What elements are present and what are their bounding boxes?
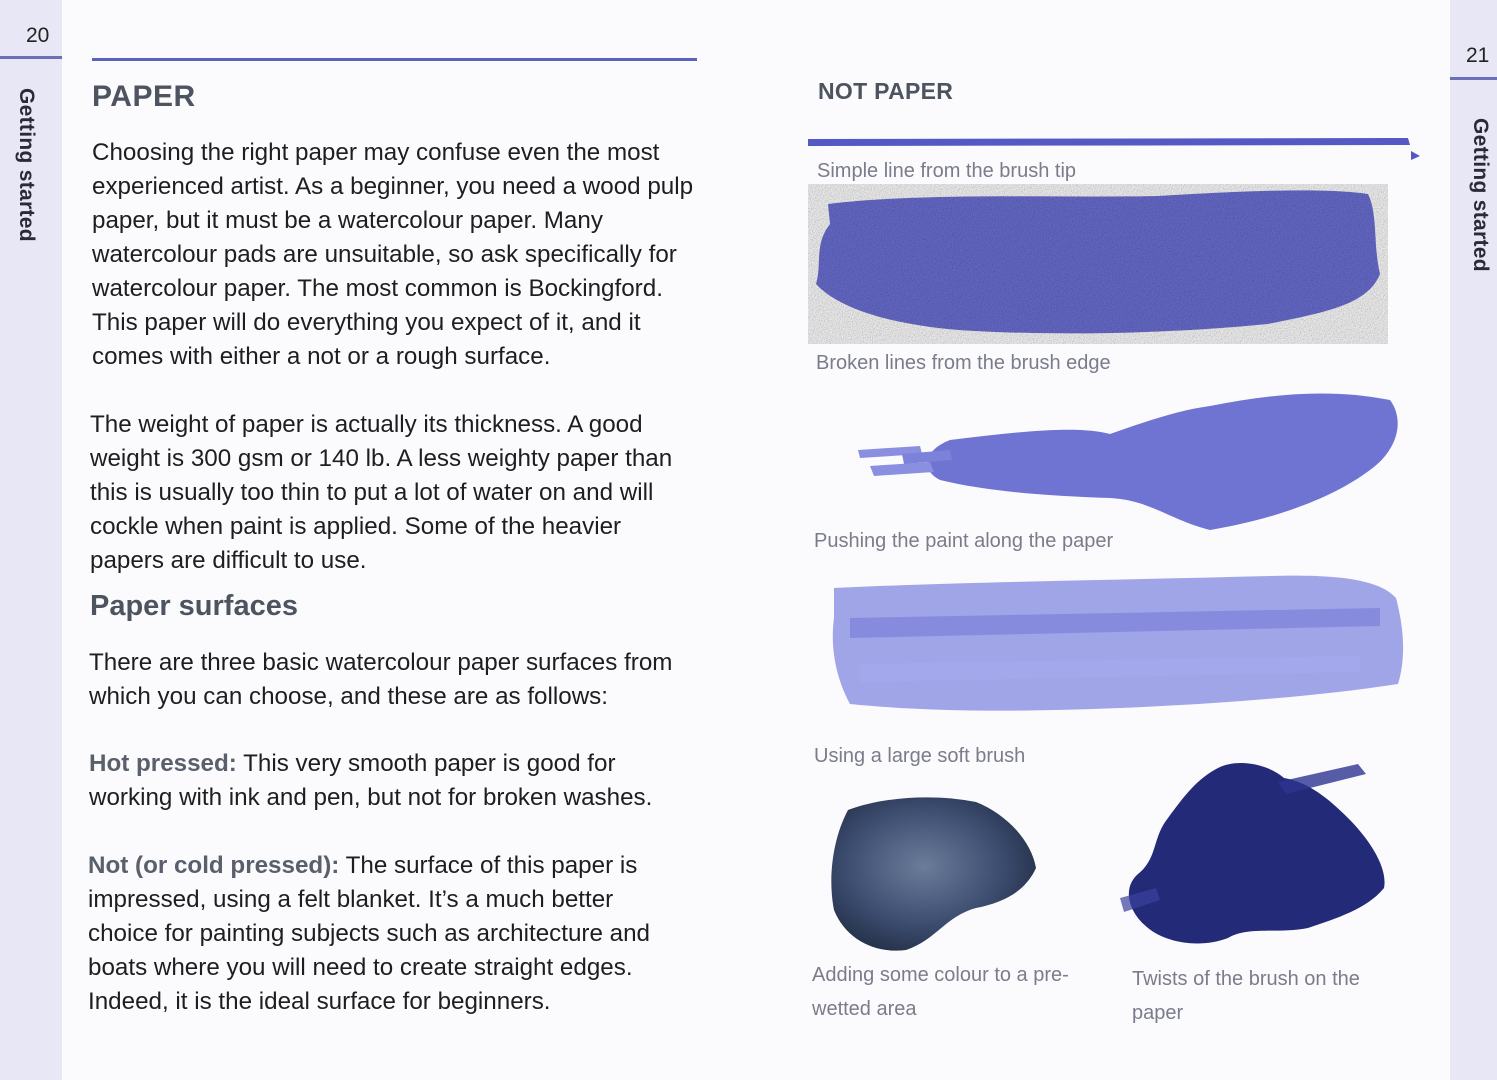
caption-prewetted: Adding some colour to a pre-wetted area xyxy=(812,964,1069,1020)
brush-band-stroke xyxy=(808,184,1388,344)
side-tab-left: Getting started xyxy=(15,88,38,242)
caption-twists: Twists of the brush on the paper xyxy=(1132,968,1360,1024)
caption-pushing: Pushing the paint along the paper xyxy=(814,530,1114,552)
right-margin-rule xyxy=(1450,77,1497,80)
left-margin-rule xyxy=(0,56,62,59)
weight-paragraph: The weight of paper is actually its thickness. A good weight is 300 gsm or 140 lb. A less weighty paper than this is usually too thin to put a lot of water on and will cockle when paint is applied. Some of the heavier papers are difficult to use. xyxy=(90,411,673,574)
caption-broken-lines: Broken lines from the brush edge xyxy=(816,352,1111,374)
caption-large-brush: Using a large soft brush xyxy=(814,745,1026,767)
pushed-paint-stroke xyxy=(820,568,1410,728)
intro-paragraph: Choosing the right paper may confuse even the most experienced artist. As a beginner, you need a wood pulp paper, but it must be a watercolour paper. Many watercolour pads are unsuitable, so ask specifically for watercolour paper. The most common is Bockingford. This paper will do everything you expect of it, and it comes with either a not or a rough surface. xyxy=(92,139,694,370)
not-pressed-paragraph xyxy=(88,849,688,1019)
twisted-brush-stroke xyxy=(1108,748,1398,958)
hot-pressed-paragraph xyxy=(89,747,689,815)
title-rule xyxy=(92,58,697,61)
subheading-paper-surfaces: Paper surfaces xyxy=(90,590,298,622)
broken-lines-stroke xyxy=(850,380,1410,540)
page-title: PAPER xyxy=(92,80,196,113)
side-tab-right: Getting started xyxy=(1469,118,1492,272)
not-pressed-text: The surface of this paper is impressed, using a felt blanket. It’s a much better choice for painting subjects such as architecture and boats where you will need to create straight edges. Indeed, it is the ideal surface for beginners. xyxy=(88,852,651,1015)
not-paper-title: NOT PAPER xyxy=(818,78,954,104)
hot-pressed-term: Hot pressed: xyxy=(89,750,237,777)
surfaces-intro: There are three basic watercolour paper surfaces from which you can choose, and these are as follows: xyxy=(89,649,673,710)
not-pressed-term: Not (or cold pressed): xyxy=(88,852,340,879)
hot-pressed-text: This very smooth paper is good for working with ink and pen, but not for broken washes. xyxy=(89,750,653,811)
page-number-left: 20 xyxy=(26,24,50,47)
prewetted-blot xyxy=(826,790,1046,960)
page-number-right: 21 xyxy=(1466,44,1490,67)
caption-simple-line: Simple line from the brush tip xyxy=(817,160,1077,182)
